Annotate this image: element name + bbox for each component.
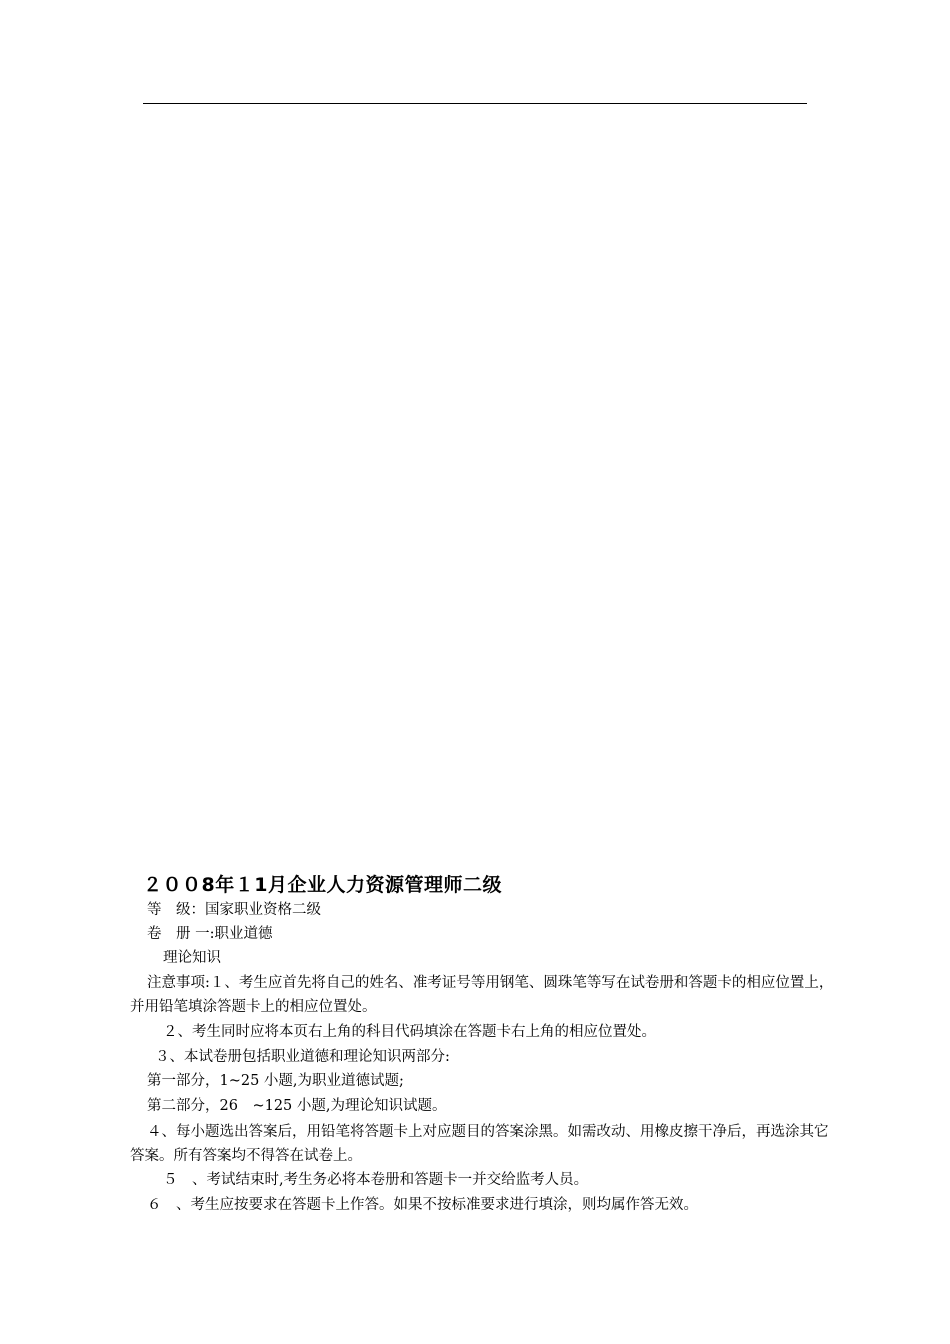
part-two-line: 第二部分，26 ~125 小题,为理论知识试题。 bbox=[147, 1098, 447, 1114]
notice-item-3: ３、本试卷册包括职业道德和理论知识两部分: bbox=[155, 1049, 450, 1065]
theory-line: 理论知识 bbox=[163, 950, 221, 966]
notice-item-1: 注意事项:１、考生应首先将自己的姓名、准考证号等用钢笔、圆珠笔等写在试卷册和答题卡的相应位置上，并用铅笔填涂答题卡上的相应位置处。 bbox=[130, 975, 834, 1015]
exam-title: ２００8年１1月企业人力资源管理师二级 bbox=[143, 874, 502, 896]
notice-item-6: ６ 、考生应按要求在答题卡上作答。如果不按标准要求进行填涂，则均属作答无效。 bbox=[147, 1197, 698, 1213]
notice-item-2: ２、考生同时应将本页右上角的科目代码填涂在答题卡右上角的相应位置处。 bbox=[163, 1024, 656, 1040]
part-one-line: 第一部分，1~25 小题,为职业道德试题; bbox=[147, 1073, 404, 1089]
notice-item-5: ５ 、考试结束时,考生务必将本卷册和答题卡一并交给监考人员。 bbox=[163, 1172, 589, 1188]
header-rule bbox=[143, 103, 807, 104]
notice-item-4: ４、每小题选出答案后，用铅笔将答题卡上对应题目的答案涂黑。如需改动、用橡皮擦干净后，再选涂其它答案。所有答案均不得答在试卷上。 bbox=[130, 1124, 829, 1164]
volume-line: 卷 册 一:职业道德 bbox=[147, 926, 273, 942]
grade-line: 等 级：国家职业资格二级 bbox=[147, 902, 321, 918]
